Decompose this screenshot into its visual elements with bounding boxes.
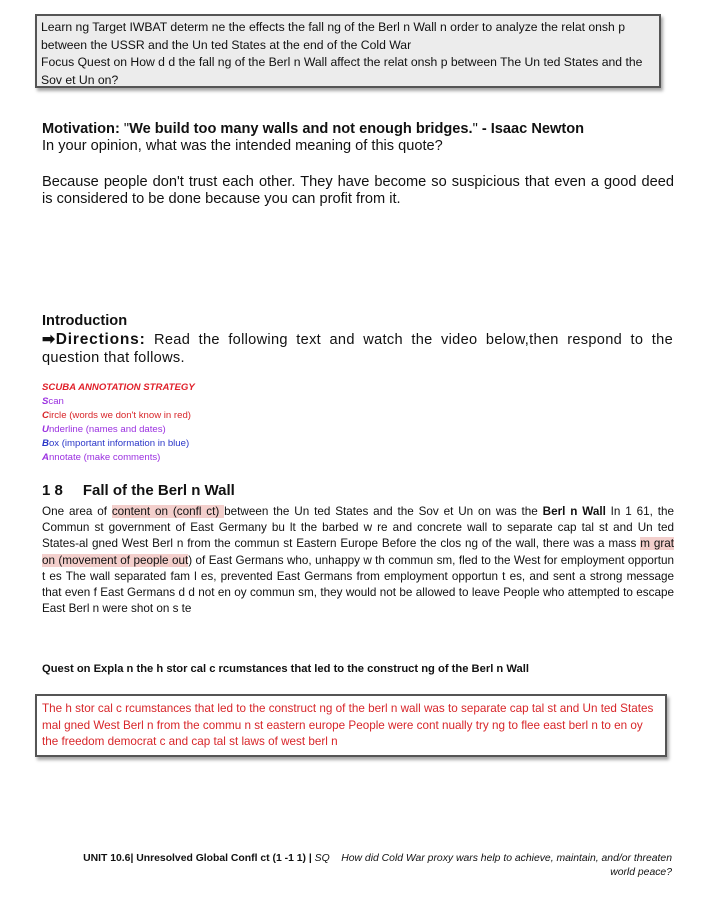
passage-text: In 1 61, the Commun st government of East Germany bu lt the barbed w re and concrete wall to separate cap tal st and Un ted States-al gned West Berl n from the commun st Eastern Europe Before the clos ng of the wall, there was a mass	[42, 505, 674, 551]
passage-text: between the Un ted States and the Sov et Un on was the	[224, 505, 543, 518]
scuba-strategy	[42, 381, 195, 465]
directions	[42, 331, 673, 367]
scuba-description: nnotate (make comments)	[48, 452, 161, 463]
scuba-item	[42, 409, 195, 423]
section-number: 1 8	[42, 482, 63, 499]
highlight-contention: content on (confl ct)	[111, 505, 225, 518]
motivation	[42, 121, 674, 155]
footer-sq: SQ	[314, 853, 330, 864]
scuba-description: nderline (names and dates)	[48, 424, 166, 435]
scuba-item	[42, 437, 195, 451]
passage-text: ) of East Germans who, unhappy w th commun sm, fled to the West for employment opportun t es The wall separated fam l es, prevented East Germans from employment opportun t es, and sent a strong message that even f East Germans d d not en oy commun sm, they would not be allowed to leave People who attempted to escape East Berl n were shot on s te	[42, 553, 674, 616]
scuba-title: SCUBA ANNOTATION STRATEGY	[42, 382, 195, 393]
scuba-item	[42, 423, 195, 437]
learning-target-box	[35, 14, 661, 88]
passage-text: One area of	[42, 505, 112, 518]
scuba-letter: U	[42, 424, 49, 435]
learning-target: Learn ng Target IWBAT determ ne the effects the fall ng of the Berl n Wall n order to analyze the relat onsh p between the USSR and the Un ted States at the end of the Cold War	[41, 20, 625, 52]
directions-text: Read the following text and watch the video below,then respond to the question that follows.	[42, 332, 673, 366]
focus-question: Focus Quest on How d d the fall ng of the Berl n Wall affect the relat onsh p between The Un ted States and the Sov et Un on?	[41, 55, 643, 87]
scuba-description: ox (important information in blue)	[48, 438, 190, 449]
footer-question-1: How did Cold War proxy wars help to achieve, maintain, and/or threaten	[341, 853, 672, 864]
reading-passage	[42, 504, 674, 617]
scuba-description: can	[48, 396, 64, 407]
arrow-icon: ➡	[42, 331, 56, 348]
scuba-item	[42, 395, 195, 409]
scuba-letter: C	[42, 410, 49, 421]
motivation-prompt: In your opinion, what was the intended meaning of this quote?	[42, 138, 443, 154]
question-text: Quest on Expla n the h stor cal c rcumstances that led to the construct ng of the Berl n Wall	[42, 663, 529, 675]
scuba-letter: S	[42, 396, 49, 407]
page-footer	[42, 852, 672, 880]
highlight-migration: m grat on (movement of people out	[42, 537, 674, 567]
answer-text[interactable]: The h stor cal c rcumstances that led to the construct ng of the berl n wall was to separate cap tal st and Un ted States mal gned West Berl n from the commu n st eastern europe People were cont nually try ng to flee east berl n to en oy the freedom democrat c and cap tal st laws of west berl n	[42, 702, 654, 748]
scuba-letter: A	[42, 452, 49, 463]
directions-label: Directions:	[55, 331, 146, 348]
motivation-answer[interactable]: Because people don't trust each other. They have become so suspicious that even a good deed is considered to be done because you can profit from it.	[42, 174, 674, 207]
quote-author: - Isaac Newton	[477, 121, 585, 137]
introduction-heading: Introduction	[42, 313, 128, 329]
scuba-item	[42, 451, 195, 465]
answer-box[interactable]	[35, 694, 667, 757]
section-heading: Fall of the Berl n Wall	[82, 482, 235, 499]
section-title	[42, 482, 235, 499]
motivation-label: Motivation:	[42, 121, 124, 137]
motivation-quote: We build too many walls and not enough bridges.	[129, 121, 473, 137]
scuba-letter: B	[42, 438, 49, 449]
scuba-description: ircle (words we don't know in red)	[48, 410, 191, 421]
footer-question-2: world peace?	[610, 867, 672, 878]
term-berlin-wall: Berl n Wall	[542, 505, 606, 518]
quote-close-mark: "	[472, 121, 478, 137]
quote-open-mark: "	[123, 121, 130, 137]
footer-unit: UNIT 10.6| Unresolved Global Confl ct (1 -1 1) |	[83, 853, 315, 864]
